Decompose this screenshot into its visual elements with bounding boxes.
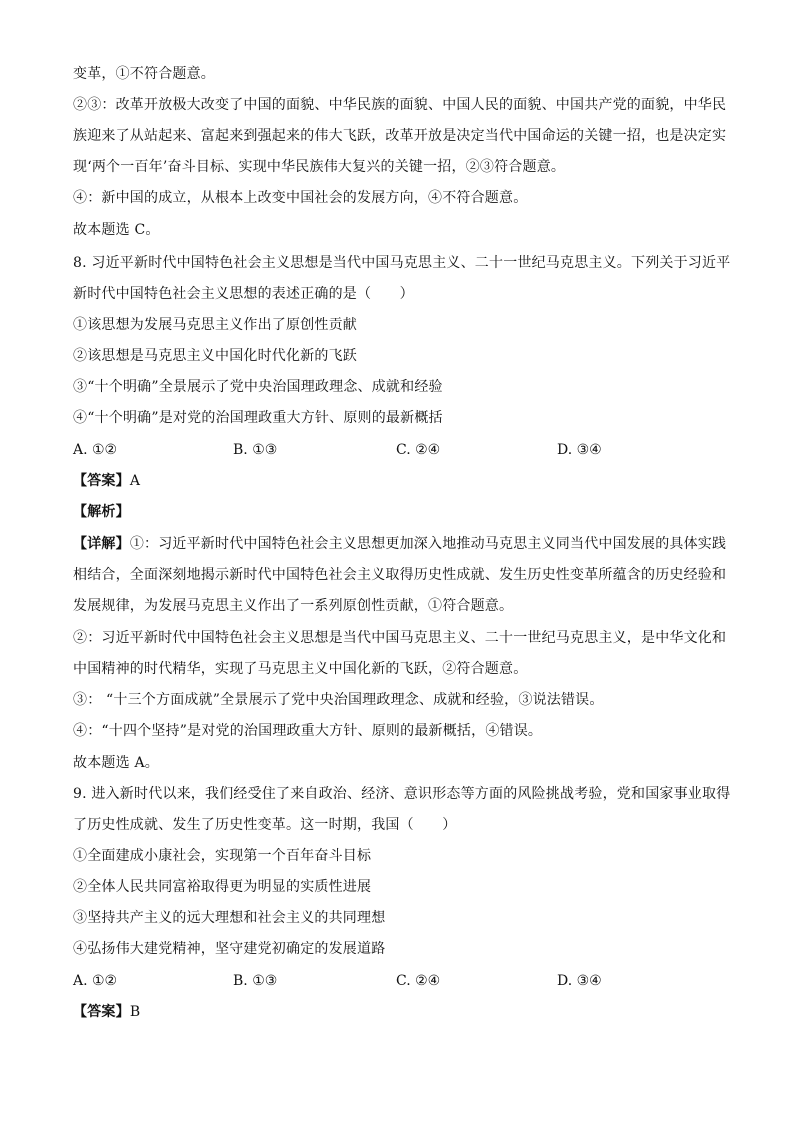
q9-stem-line-2: 了历史性成就、发生了历史性变革。这一时期，我国（ ）: [73, 817, 457, 833]
q8-detail-line-7: ④：“十四个坚持”是对党的治国理政重大方针、原则的最新概括，④错误。: [73, 723, 543, 739]
prev-analysis-line-3: 族迎来了从站起来、富起来到强起来的伟大飞跃，改革开放是决定当代中国命运的关键一招，也是决定实: [73, 128, 727, 144]
prev-conclusion: 故本题选 C。: [73, 222, 160, 238]
q8-stem-line-1: 8. 习近平新时代中国特色社会主义思想是当代中国马克思主义、二十一世纪马克思主义。下列关于习近平: [73, 255, 731, 271]
detail-text: ①：习近平新时代中国特色社会主义思想更加深入地推动马克思主义同当代中国发展的具体实践: [129, 536, 727, 552]
q8-option-b: B. ①③: [233, 442, 278, 458]
q8-statement-4: ④“十个明确”是对党的治国理政重大方针、原则的最新概括: [73, 410, 443, 426]
prev-analysis-line-1: 变革，①不符合题意。: [73, 66, 215, 82]
q8-statement-3: ③“十个明确”全景展示了党中央治国理政理念、成就和经验: [73, 379, 443, 395]
q9-statement-4: ④弘扬伟大建党精神，坚守建党初确定的发展道路: [73, 941, 386, 957]
q8-stem-line-2: 新时代中国特色社会主义思想的表述正确的是（ ）: [73, 286, 414, 302]
q9-option-a: A. ①②: [73, 973, 118, 989]
answer-label: 【答案】: [73, 473, 130, 489]
q9-stem-line-1: 9. 进入新时代以来，我们经受住了来自政治、经济、意识形态等方面的风险挑战考验，党和国家事业取得: [73, 786, 731, 802]
answer-label: 【答案】: [73, 1004, 130, 1020]
q9-option-d: D. ③④: [557, 973, 602, 989]
q9-option-c: C. ②④: [396, 973, 441, 989]
q8-detail-line-5: 中国精神的时代精华，实现了马克思主义中国化新的飞跃，②符合题意。: [73, 661, 528, 677]
q8-detail-line-6: ③： “十三个方面成就”全景展示了党中央治国理政理念、成就和经验，③说法错误。: [73, 692, 604, 708]
q9-statement-3: ③坚持共产主义的远大理想和社会主义的共同理想: [73, 910, 386, 926]
answer-value: B: [129, 1004, 141, 1020]
q8-analysis-label: 【解析】: [73, 504, 130, 520]
q8-detail-line-2: 相结合，全面深刻地揭示新时代中国特色社会主义取得历史性成就、发生历史性变革所蕴含的历史经验和: [73, 567, 727, 583]
q9-answer: [73, 1002, 140, 1022]
q8-statement-2: ②该思想是马克思主义中国化时代化新的飞跃: [73, 348, 357, 364]
prev-analysis-line-4: 现‘两个一百年’奋斗目标、实现中华民族伟大复兴的关键一招，②③符合题意。: [73, 159, 566, 175]
q8-detail-line-1: [73, 534, 726, 554]
q9-option-b: B. ①③: [233, 973, 278, 989]
detail-label: 【详解】: [73, 536, 130, 552]
q8-statement-1: ①该思想为发展马克思主义作出了原创性贡献: [73, 317, 357, 333]
q8-conclusion: 故本题选 A。: [73, 755, 159, 771]
prev-analysis-line-2: ②③：改革开放极大改变了中国的面貌、中华民族的面貌、中国人民的面貌、中国共产党的面貌，中华民: [73, 97, 727, 113]
answer-value: A: [129, 473, 141, 489]
q8-detail-line-3: 发展规律，为发展马克思主义作出了一系列原创性贡献，①符合题意。: [73, 598, 514, 614]
q8-option-d: D. ③④: [557, 442, 602, 458]
q8-answer: [73, 471, 140, 491]
q9-statement-2: ②全体人民共同富裕取得更为明显的实质性进展: [73, 879, 372, 895]
q8-option-a: A. ①②: [73, 442, 118, 458]
q9-statement-1: ①全面建成小康社会，实现第一个百年奋斗目标: [73, 848, 372, 864]
q8-detail-line-4: ②：习近平新时代中国特色社会主义思想是当代中国马克思主义、二十一世纪马克思主义，是中华文化和: [73, 630, 727, 646]
prev-analysis-line-5: ④：新中国的成立，从根本上改变中国社会的发展方向，④不符合题意。: [73, 190, 528, 206]
q8-option-c: C. ②④: [396, 442, 441, 458]
